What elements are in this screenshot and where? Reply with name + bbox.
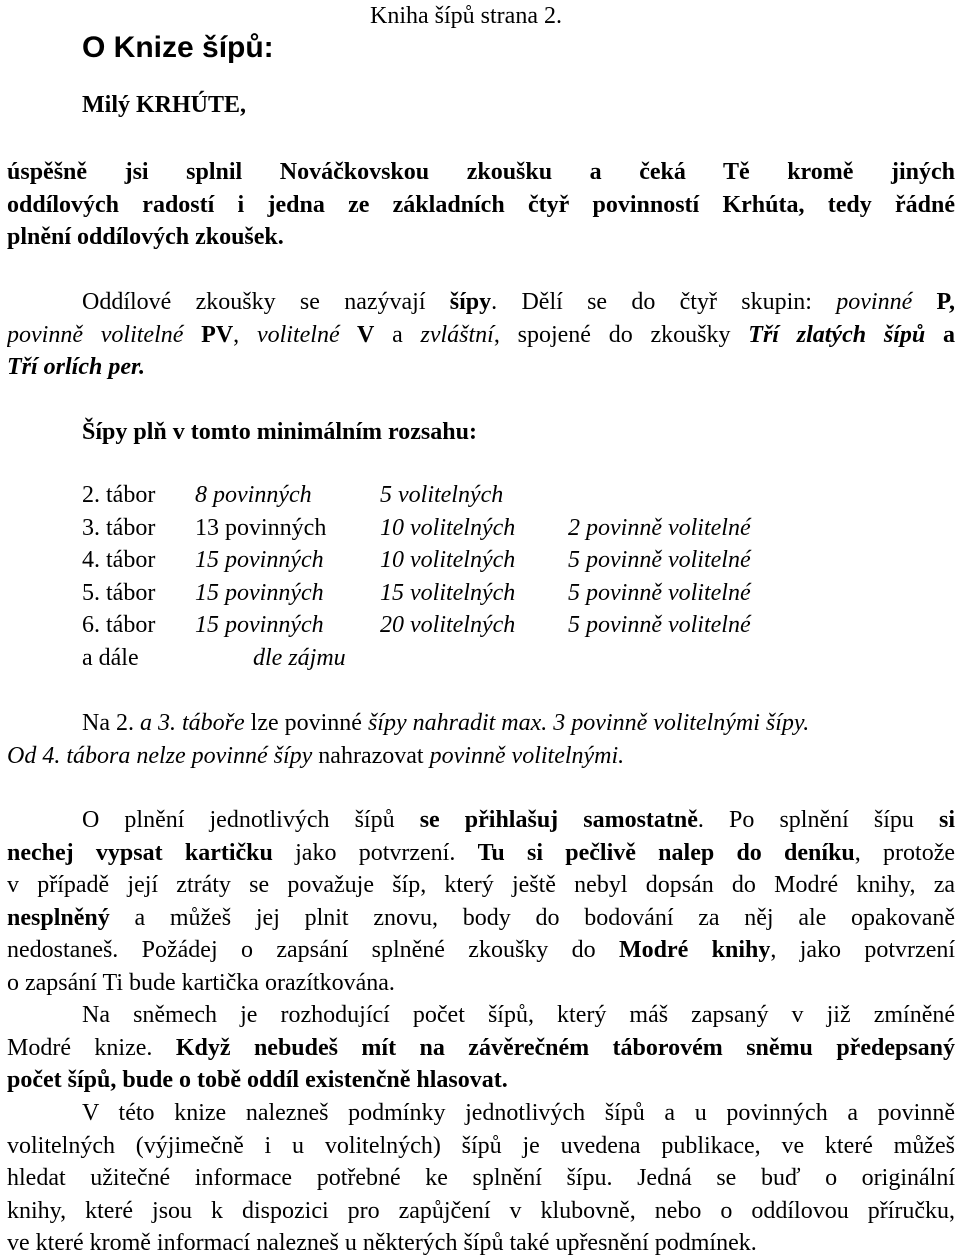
registration-line-5: nedostaneš. Požádej o zapsání splněné zkoušky do Modré knihy, jako potvrzení [7,937,955,963]
book-info-line-5: ve které kromě informací nalezneš u některých šípů také upřesnění podmínek. [7,1230,757,1256]
mandatory-optional-cell: 5 povinně volitelné [568,612,751,639]
page-title: O Knize šípů: [82,31,274,64]
book-info-paragraph [7,1097,955,1260]
assembly-line-3: počet šípů, bude o tobě oddíl existenčně hlasovat. [7,1067,508,1093]
camp-cell: 4. tábor [82,547,156,574]
mandatory-optional-cell: 5 povinně volitelné [568,547,751,574]
optional-cell: 10 volitelných [380,547,516,574]
salutation: Milý KRHÚTE, [82,92,247,118]
optional-cell: 20 volitelných [380,612,516,639]
registration-line-2: nechej vypsat kartičku jako potvrzení. Tu si pečlivě nalep do deníku, protože [7,839,955,866]
camp-cell: 2. tábor [82,482,156,508]
assembly-paragraph [7,999,955,1097]
definition-paragraph [7,286,955,384]
camp-cell: 6. tábor [82,612,156,639]
book-info-line-3: hledat užitečné informace potřebné ke splnění šípu. Jedná se buď o originální [7,1165,955,1191]
intro-line-1: úspěšně jsi splnil Nováčkovskou zkoušku a čeká Tě kromě jiných [7,159,955,185]
intro-paragraph [7,156,955,254]
more-label-cell: a dále [82,644,139,671]
mandatory-cell: 15 povinných [195,579,324,606]
camp-cell: 5. tábor [82,579,156,606]
mandatory-cell: 15 povinných [195,612,324,639]
definition-line-3: Tří orlích per. [7,354,146,380]
registration-line-6: o zapsání Ti bude kartička orazítkována. [7,969,395,996]
replacement-note [7,707,955,772]
mandatory-cell: 13 povinných [195,514,327,541]
registration-paragraph [7,804,955,999]
book-info-line-1: V této knize nalezneš podmínky jednotlivých šípů a u povinných a povinně [82,1100,955,1126]
optional-cell: 10 volitelných [380,514,516,541]
optional-cell: 5 volitelných [380,482,504,508]
mandatory-optional-cell: 5 povinně volitelné [568,579,751,606]
more-value-cell: dle zájmu [253,644,346,671]
assembly-line-1: Na sněmech je rozhodující počet šípů, který máš zapsaný v již zmíněné [82,1002,955,1028]
optional-cell: 15 volitelných [380,579,516,606]
scope-title: Šípy plň v tomto minimálním rozsahu: [82,419,477,445]
book-info-line-4: knihy, které jsou k dispozici pro zapůjčení v klubovně, nebo o oddílovou příručku, [7,1197,955,1224]
note-line-1: Na 2. a 3. táboře lze povinné šípy nahradit max. 3 povinně volitelnými šípy. [82,710,810,736]
registration-line-3: v případě její ztráty se považuje šíp, který ještě nebyl dopsán do Modré knihy, za [7,872,955,898]
intro-line-2: oddílových radostí i jedna ze základních čtyř povinností Krhúta, tedy řádné [7,191,955,218]
note-line-2: Od 4. tábora nelze povinné šípy nahrazovat povinně volitelnými. [7,742,625,769]
registration-line-4: nesplněný a můžeš jej plnit znovu, body do bodování za něj ale opakovaně [7,904,955,931]
mandatory-optional-cell: 2 povinně volitelné [568,514,751,541]
page-header-label: Kniha šípů strana 2. [370,3,562,29]
intro-line-3: plnění oddílových zkoušek. [7,224,284,250]
camp-cell: 3. tábor [82,514,156,541]
registration-line-1: O plnění jednotlivých šípů se přihlašuj samostatně. Po splnění šípu si [82,807,955,833]
mandatory-cell: 8 povinných [195,482,312,508]
definition-line-1: Oddílové zkoušky se nazývají šípy. Dělí se do čtyř skupin: povinné P, [82,289,955,315]
definition-line-2: povinně volitelné PV, volitelné V a zvláštní, spojené do zkoušky Tří zlatých šípů a [7,321,955,348]
mandatory-cell: 15 povinných [195,547,324,574]
assembly-line-2: Modré knize. Když nebudeš mít na závěrečném táborovém sněmu předepsaný [7,1034,955,1061]
book-info-line-2: volitelných (výjimečně i u volitelných) šípů je uvedena publikace, ve které můžeš [7,1132,955,1159]
